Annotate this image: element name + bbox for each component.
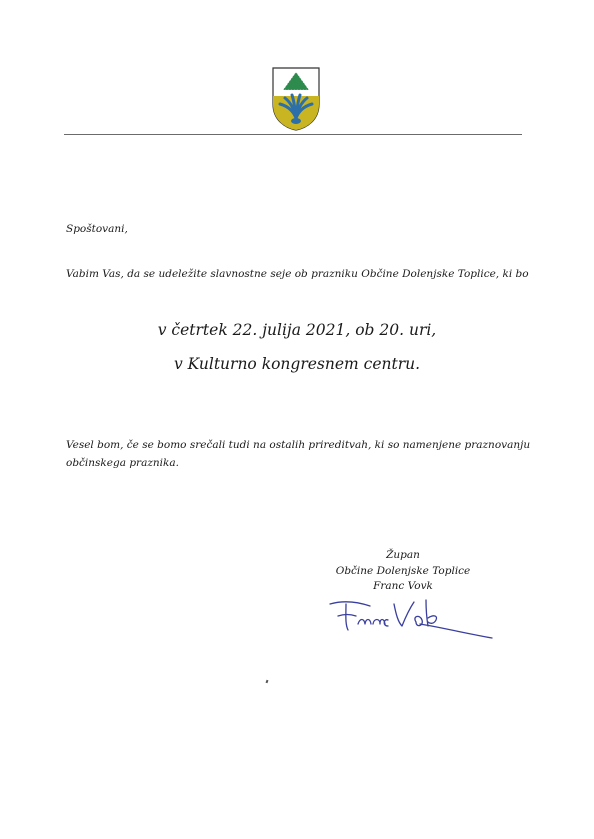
closing-line-1: Vesel bom, če se bomo srečali tudi na ostalih prireditvah, ki so namenjene praznovanju	[66, 439, 531, 451]
event-date-time: v četrtek 22. julija 2021, ob 20. uri,	[157, 321, 437, 339]
scan-speck	[266, 680, 269, 684]
closing-line-2: občinskega praznika.	[66, 457, 179, 469]
header-divider	[64, 134, 522, 135]
closing-paragraph	[66, 436, 536, 472]
invitation-text: Vabim Vas, da se udeležite slavnostne seje ob prazniku Občine Dolenjske Toplice, ki bo	[66, 268, 529, 280]
municipality-crest-icon	[271, 66, 321, 132]
signatory-title: Župan	[386, 549, 420, 561]
handwritten-signature	[324, 594, 496, 644]
event-venue: v Kulturno kongresnem centru.	[173, 355, 421, 373]
signature-block	[318, 548, 488, 595]
signatory-municipality: Občine Dolenjske Toplice	[335, 564, 471, 577]
signatory-name: Franc Vovk	[373, 580, 433, 592]
letter-greeting: Spoštovani,	[66, 223, 128, 235]
